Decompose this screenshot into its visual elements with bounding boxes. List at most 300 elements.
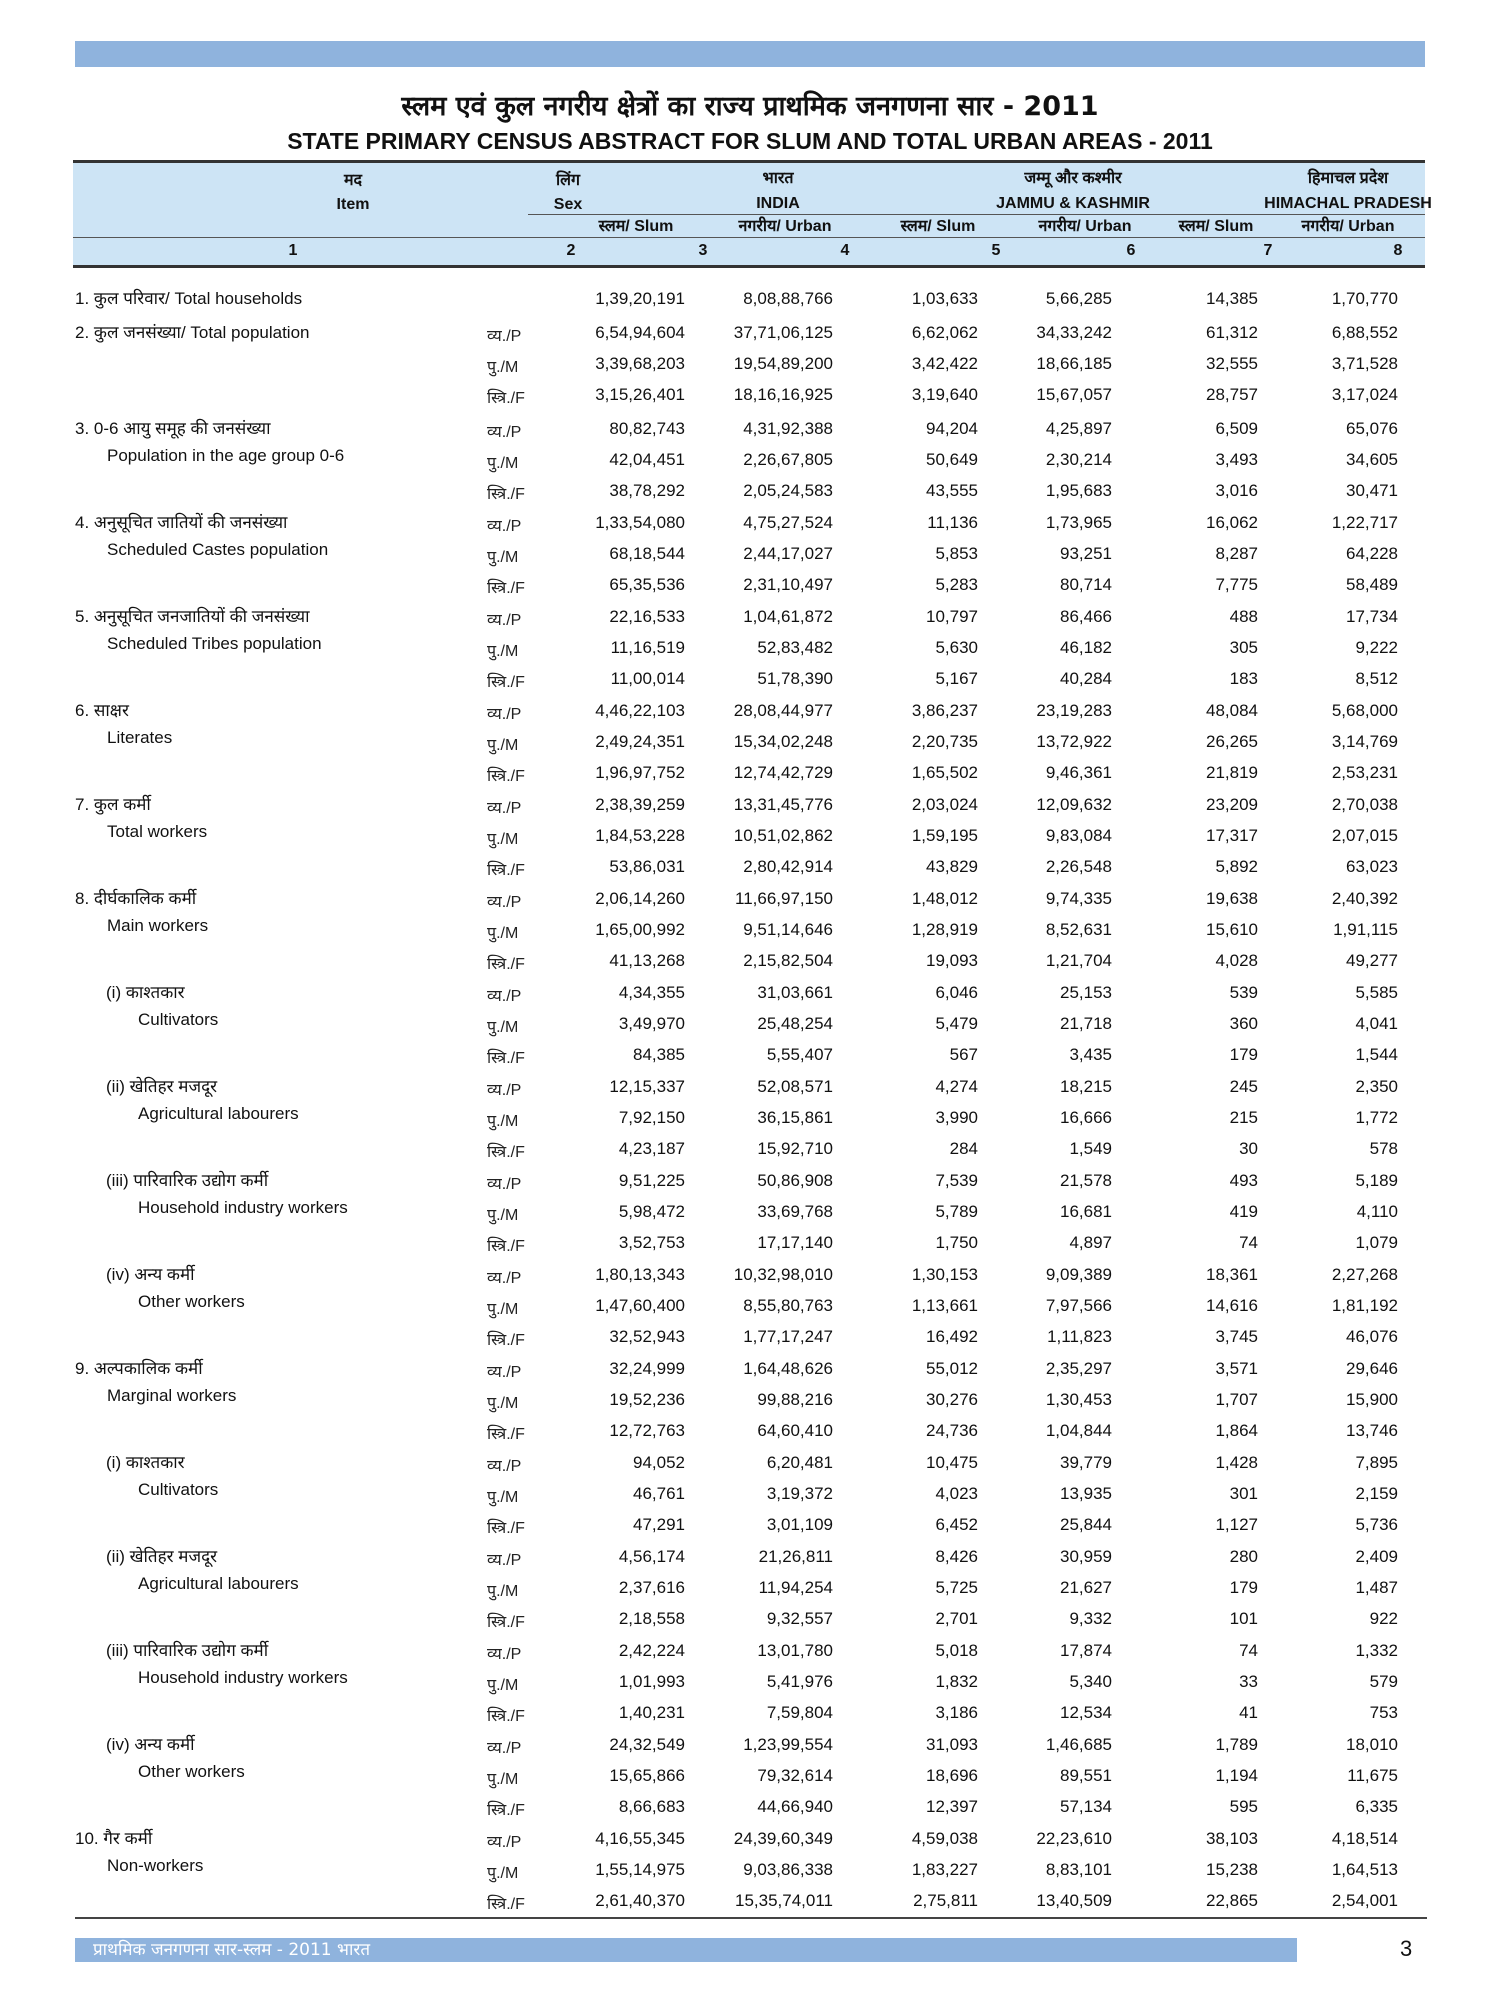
table-cell: 2,701	[935, 1609, 978, 1628]
sex-label: व्य./P	[487, 1176, 522, 1193]
table-cell: 24,39,60,349	[733, 1829, 833, 1848]
table-cell: 6,046	[935, 983, 978, 1002]
col-number-7: 7	[1263, 242, 1273, 259]
table-cell: 567	[949, 1045, 978, 1064]
table-cell: 15,35,74,011	[735, 1891, 833, 1910]
sex-label: स्त्रि./F	[487, 1520, 525, 1537]
sex-label: पु./M	[487, 1771, 519, 1788]
table-cell: 34,33,242	[1036, 323, 1112, 342]
sex-label: व्य./P	[487, 988, 522, 1005]
table-cell: 4,25,897	[1045, 419, 1112, 438]
table-cell: 24,32,549	[609, 1735, 685, 1754]
table-cell: 8,08,88,766	[743, 289, 833, 308]
table-cell: 46,076	[1346, 1327, 1398, 1346]
table-cell: 2,15,82,504	[743, 951, 833, 970]
section-title-hindi: (iv) अन्य कर्मी	[106, 1265, 195, 1284]
table-cell: 5,018	[935, 1641, 978, 1660]
table-cell: 53,86,031	[609, 857, 685, 876]
table-cell: 11,00,014	[610, 669, 685, 688]
table-cell: 579	[1369, 1672, 1398, 1691]
table-cell: 1,40,231	[618, 1703, 685, 1722]
table-cell: 1,48,012	[911, 889, 978, 908]
table-cell: 2,61,40,370	[595, 1891, 685, 1910]
table-cell: 1,03,633	[911, 289, 978, 308]
table-cell: 4,18,514	[1331, 1829, 1398, 1848]
table-cell: 93,251	[1060, 544, 1112, 563]
sex-label: स्त्रि./F	[487, 1050, 525, 1067]
header-jk-hindi: जम्मू और कश्मीर	[1024, 170, 1122, 187]
sex-label: व्य./P	[487, 894, 522, 911]
table-cell: 595	[1229, 1797, 1258, 1816]
table-cell: 18,696	[926, 1766, 978, 1785]
table-cell: 46,182	[1060, 638, 1112, 657]
table-cell: 2,20,735	[911, 732, 978, 751]
table-cell: 37,71,06,125	[733, 323, 833, 342]
table-cell: 2,49,24,351	[595, 732, 685, 751]
table-cell: 3,19,640	[911, 385, 978, 404]
header-urban-india: नगरीय/ Urban	[738, 218, 832, 235]
table-cell: 55,012	[926, 1359, 978, 1378]
table-cell: 4,897	[1069, 1233, 1112, 1252]
table-cell: 5,66,285	[1045, 289, 1112, 308]
table-cell: 11,94,254	[758, 1578, 833, 1597]
table-cell: 42,04,451	[609, 450, 685, 469]
table-cell: 8,83,101	[1045, 1860, 1112, 1879]
table-cell: 1,55,14,975	[595, 1860, 685, 1879]
table-cell: 2,44,17,027	[743, 544, 833, 563]
table-cell: 5,892	[1215, 857, 1258, 876]
sex-label: व्य./P	[487, 706, 522, 723]
section-title-english: Scheduled Castes population	[107, 540, 329, 559]
table-cell: 1,33,54,080	[595, 513, 685, 532]
table-cell: 32,555	[1206, 354, 1258, 373]
table-cell: 9,222	[1355, 638, 1398, 657]
section-title-hindi: 7. कुल कर्मी	[75, 795, 151, 814]
table-cell: 9,09,389	[1045, 1265, 1112, 1284]
sex-label: पु./M	[487, 1489, 519, 1506]
section-title-english: Non-workers	[107, 1856, 204, 1875]
table-cell: 2,27,268	[1331, 1265, 1398, 1284]
sex-label: स्त्रि./F	[487, 768, 525, 785]
table-cell: 2,75,811	[913, 1891, 978, 1910]
table-cell: 14,385	[1206, 289, 1258, 308]
table-cell: 1,487	[1355, 1578, 1398, 1597]
table-cell: 3,49,970	[618, 1014, 685, 1033]
table-cell: 58,489	[1346, 575, 1398, 594]
table-cell: 1,22,717	[1331, 513, 1398, 532]
table-cell: 1,11,823	[1047, 1327, 1112, 1346]
table-cell: 4,31,92,388	[743, 419, 833, 438]
col-number-2: 2	[566, 242, 576, 259]
table-cell: 1,194	[1215, 1766, 1258, 1785]
table-cell: 41	[1239, 1703, 1258, 1722]
table-cell: 3,016	[1215, 481, 1258, 500]
sex-label: स्त्रि./F	[487, 674, 525, 691]
section-title-english: Marginal workers	[107, 1386, 237, 1405]
table-cell: 578	[1369, 1139, 1398, 1158]
table-cell: 4,56,174	[618, 1547, 685, 1566]
section-title-hindi: 9. अल्पकालिक कर्मी	[75, 1359, 203, 1378]
table-cell: 4,46,22,103	[595, 701, 685, 720]
table-cell: 10,475	[926, 1453, 978, 1472]
table-cell: 2,54,001	[1331, 1891, 1398, 1910]
col-number-6: 6	[1126, 242, 1136, 259]
table-cell: 11,16,519	[610, 638, 685, 657]
table-cell: 2,26,548	[1045, 857, 1112, 876]
table-cell: 30,276	[926, 1390, 978, 1409]
table-cell: 1,65,00,992	[595, 920, 685, 939]
table-cell: 61,312	[1206, 323, 1258, 342]
table-cell: 4,023	[935, 1484, 978, 1503]
table-cell: 6,452	[935, 1515, 978, 1534]
table-cell: 14,616	[1206, 1296, 1258, 1315]
col-number-8: 8	[1393, 242, 1403, 259]
table-cell: 5,725	[935, 1578, 978, 1597]
sex-label: स्त्रि./F	[487, 956, 525, 973]
table-cell: 1,83,227	[911, 1860, 978, 1879]
table-cell: 1,864	[1215, 1421, 1258, 1440]
table-cell: 284	[949, 1139, 978, 1158]
sex-label: स्त्रि./F	[487, 1708, 525, 1725]
table-cell: 179	[1229, 1578, 1258, 1597]
table-cell: 32,24,999	[609, 1359, 685, 1378]
section-title-english: Other workers	[138, 1292, 245, 1311]
sex-label: व्य./P	[487, 1834, 522, 1851]
table-cell: 1,04,844	[1045, 1421, 1112, 1440]
table-cell: 65,35,536	[609, 575, 685, 594]
table-cell: 74	[1239, 1233, 1258, 1252]
table-cell: 12,534	[1060, 1703, 1112, 1722]
table-cell: 11,66,97,150	[735, 889, 833, 908]
table-cell: 1,91,115	[1333, 920, 1398, 939]
sex-label: स्त्रि./F	[487, 390, 525, 407]
header-sex-english: Sex	[553, 196, 583, 213]
section-title-hindi: 3. 0-6 आयु समूह की जनसंख्या	[75, 419, 271, 438]
table-cell: 5,630	[935, 638, 978, 657]
table-cell: 8,66,683	[618, 1797, 685, 1816]
table-cell: 5,189	[1355, 1171, 1398, 1190]
table-cell: 2,350	[1355, 1077, 1398, 1096]
table-cell: 38,103	[1206, 1829, 1258, 1848]
sex-label: पु./M	[487, 831, 519, 848]
section-title-english: Literates	[107, 728, 173, 747]
table-cell: 9,83,084	[1045, 826, 1112, 845]
table-cell: 89,551	[1060, 1766, 1112, 1785]
table-cell: 16,492	[926, 1327, 978, 1346]
table-cell: 17,317	[1206, 826, 1258, 845]
table-cell: 80,714	[1060, 575, 1112, 594]
table-cell: 2,31,10,497	[743, 575, 833, 594]
table-cell: 1,77,17,247	[743, 1327, 833, 1346]
sex-label: व्य./P	[487, 1646, 522, 1663]
table-cell: 13,31,45,776	[733, 795, 833, 814]
table-cell: 1,772	[1355, 1108, 1398, 1127]
table-cell: 1,707	[1215, 1390, 1258, 1409]
table-cell: 43,829	[926, 857, 978, 876]
table-cell: 4,59,038	[911, 1829, 978, 1848]
table-cell: 2,53,231	[1331, 763, 1398, 782]
table-cell: 48,084	[1206, 701, 1258, 720]
table-cell: 34,605	[1346, 450, 1398, 469]
table-cell: 1,59,195	[911, 826, 978, 845]
table-cell: 5,585	[1355, 983, 1398, 1002]
section-title-hindi: (iii) पारिवारिक उद्योग कर्मी	[106, 1641, 269, 1660]
header-slum-jk: स्लम/ Slum	[900, 218, 976, 235]
bottom-rule	[75, 1917, 1427, 1919]
sex-label: व्य./P	[487, 1740, 522, 1757]
table-cell: 2,06,14,260	[595, 889, 685, 908]
table-cell: 4,16,55,345	[595, 1829, 685, 1848]
table-cell: 2,26,67,805	[743, 450, 833, 469]
table-cell: 21,819	[1206, 763, 1258, 782]
table-cell: 3,19,372	[766, 1484, 833, 1503]
table-cell: 4,75,27,524	[743, 513, 833, 532]
sex-label: पु./M	[487, 1207, 519, 1224]
table-cell: 5,479	[935, 1014, 978, 1033]
section-title-english: Other workers	[138, 1762, 245, 1781]
table-cell: 1,84,53,228	[595, 826, 685, 845]
table-cell: 4,110	[1356, 1202, 1398, 1221]
table-cell: 2,38,39,259	[595, 795, 685, 814]
section-title-english: Population in the age group 0-6	[107, 446, 345, 465]
sex-label: पु./M	[487, 1301, 519, 1318]
table-cell: 19,54,89,200	[733, 354, 833, 373]
section-title-english: Household industry workers	[138, 1668, 348, 1687]
table-cell: 12,74,42,729	[733, 763, 833, 782]
table-cell: 18,66,185	[1036, 354, 1112, 373]
section-title-hindi: 8. दीर्घकालिक कर्मी	[75, 889, 197, 908]
table-cell: 15,610	[1206, 920, 1258, 939]
table-cell: 1,13,661	[911, 1296, 978, 1315]
table-cell: 52,08,571	[757, 1077, 833, 1096]
table-cell: 47,291	[633, 1515, 685, 1534]
table-cell: 1,23,99,554	[743, 1735, 833, 1754]
section-title-hindi: (iv) अन्य कर्मी	[106, 1735, 195, 1754]
table-cell: 1,544	[1355, 1045, 1398, 1064]
table-cell: 1,47,60,400	[595, 1296, 685, 1315]
table-cell: 30	[1239, 1139, 1258, 1158]
table-cell: 40,284	[1060, 669, 1112, 688]
table-cell: 280	[1229, 1547, 1258, 1566]
sex-label: स्त्रि./F	[487, 1614, 525, 1631]
sex-label: स्त्रि./F	[487, 1332, 525, 1349]
table-cell: 99,88,216	[757, 1390, 833, 1409]
table-cell: 1,80,13,343	[595, 1265, 685, 1284]
table-cell: 41,13,268	[609, 951, 685, 970]
table-cell: 2,05,24,583	[743, 481, 833, 500]
table-cell: 2,03,024	[911, 795, 978, 814]
header-jk-english: JAMMU & KASHMIR	[996, 195, 1150, 212]
table-cell: 7,775	[1215, 575, 1258, 594]
table-cell: 52,83,482	[757, 638, 833, 657]
table-cell: 15,65,866	[609, 1766, 685, 1785]
table-cell: 1,127	[1215, 1515, 1258, 1534]
table-cell: 13,72,922	[1036, 732, 1112, 751]
table-cell: 16,062	[1206, 513, 1258, 532]
table-cell: 1,04,61,872	[743, 607, 833, 626]
table-cell: 30,959	[1060, 1547, 1112, 1566]
table-cell: 493	[1229, 1171, 1258, 1190]
section-title-hindi: (i) काश्तकार	[106, 1453, 185, 1472]
table-cell: 488	[1229, 607, 1258, 626]
table-cell: 12,15,337	[609, 1077, 685, 1096]
header-hp-english: HIMACHAL PRADESH	[1264, 195, 1432, 212]
table-cell: 12,72,763	[609, 1421, 685, 1440]
table-cell: 3,15,26,401	[595, 385, 685, 404]
section-title-hindi: (ii) खेतिहर मजदूर	[106, 1547, 218, 1566]
table-cell: 179	[1229, 1045, 1258, 1064]
sex-label: स्त्रि./F	[487, 1144, 525, 1161]
table-cell: 2,70,038	[1331, 795, 1398, 814]
table-cell: 5,41,976	[766, 1672, 833, 1691]
table-cell: 50,86,908	[757, 1171, 833, 1190]
table-cell: 6,509	[1215, 419, 1258, 438]
table-cell: 183	[1229, 669, 1258, 688]
table-cell: 32,52,943	[609, 1327, 685, 1346]
table-cell: 4,274	[935, 1077, 978, 1096]
sex-label: स्त्रि./F	[487, 1802, 525, 1819]
table-cell: 11,136	[927, 513, 978, 532]
table-cell: 1,81,192	[1331, 1296, 1398, 1315]
table-cell: 1,70,770	[1331, 289, 1398, 308]
table-cell: 64,228	[1346, 544, 1398, 563]
table-cell: 30,471	[1346, 481, 1398, 500]
table-cell: 360	[1229, 1014, 1258, 1033]
table-cell: 22,16,533	[609, 607, 685, 626]
table-cell: 17,17,140	[757, 1233, 833, 1252]
table-cell: 64,60,410	[757, 1421, 833, 1440]
table-cell: 5,167	[935, 669, 978, 688]
table-cell: 8,52,631	[1045, 920, 1112, 939]
table-cell: 5,55,407	[766, 1045, 833, 1064]
sex-label: पु./M	[487, 737, 519, 754]
sex-label: व्य./P	[487, 800, 522, 817]
sex-label: व्य./P	[487, 1270, 522, 1287]
table-cell: 245	[1229, 1077, 1258, 1096]
table-cell: 753	[1369, 1703, 1398, 1722]
table-cell: 9,74,335	[1045, 889, 1112, 908]
table-cell: 5,853	[935, 544, 978, 563]
table-cell: 1,21,704	[1045, 951, 1112, 970]
table-cell: 1,95,683	[1045, 481, 1112, 500]
table-cell: 1,30,453	[1045, 1390, 1112, 1409]
section-title-hindi: (iii) पारिवारिक उद्योग कर्मी	[106, 1171, 269, 1190]
table-cell: 1,789	[1215, 1735, 1258, 1754]
section-title-english: Main workers	[107, 916, 209, 935]
sex-label: पु./M	[487, 1677, 519, 1694]
table-cell: 2,42,224	[618, 1641, 685, 1660]
table-cell: 7,539	[935, 1171, 978, 1190]
col-number-3: 3	[698, 242, 708, 259]
section-title-english: Household industry workers	[138, 1198, 348, 1217]
table-cell: 1,73,965	[1045, 513, 1112, 532]
section-title-hindi: 4. अनुसूचित जातियों की जनसंख्या	[75, 513, 288, 532]
table-cell: 13,01,780	[757, 1641, 833, 1660]
table-cell: 4,028	[1215, 951, 1258, 970]
table-cell: 18,16,16,925	[733, 385, 833, 404]
table-cell: 21,26,811	[758, 1547, 833, 1566]
table-cell: 3,186	[935, 1703, 978, 1722]
table-cell: 2,409	[1355, 1547, 1398, 1566]
table-cell: 2,80,42,914	[743, 857, 833, 876]
table-cell: 12,397	[926, 1797, 978, 1816]
table-cell: 1,332	[1355, 1641, 1398, 1660]
section-title-hindi: (i) काश्तकार	[106, 983, 185, 1002]
table-cell: 3,71,528	[1331, 354, 1398, 373]
table-cell: 7,59,804	[766, 1703, 833, 1722]
table-cell: 65,076	[1346, 419, 1398, 438]
table-cell: 3,01,109	[766, 1515, 833, 1534]
sex-label: व्य./P	[487, 424, 522, 441]
header-urban-jk: नगरीय/ Urban	[1038, 218, 1132, 235]
sex-label: पु./M	[487, 359, 519, 376]
table-cell: 6,62,062	[911, 323, 978, 342]
table-cell: 23,19,283	[1036, 701, 1112, 720]
table-cell: 36,15,861	[757, 1108, 833, 1127]
table-cell: 8,55,80,763	[743, 1296, 833, 1315]
sex-label: पु./M	[487, 1395, 519, 1412]
table-cell: 15,92,710	[757, 1139, 833, 1158]
header-urban-hp: नगरीय/ Urban	[1301, 218, 1395, 235]
table-cell: 2,159	[1355, 1484, 1398, 1503]
table-cell: 3,990	[935, 1108, 978, 1127]
col-number-4: 4	[840, 242, 850, 259]
table-cell: 39,779	[1060, 1453, 1112, 1472]
table-cell: 539	[1229, 983, 1258, 1002]
table-cell: 1,96,97,752	[595, 763, 685, 782]
table-cell: 16,666	[1060, 1108, 1112, 1127]
table-cell: 2,07,015	[1331, 826, 1398, 845]
sex-label: स्त्रि./F	[487, 486, 525, 503]
table-cell: 19,52,236	[609, 1390, 685, 1409]
table-cell: 29,646	[1346, 1359, 1398, 1378]
table-cell: 4,041	[1355, 1014, 1398, 1033]
table-cell: 17,734	[1346, 607, 1398, 626]
sex-label: पु./M	[487, 549, 519, 566]
page-number: 3	[1400, 1936, 1413, 1961]
footer-text: प्राथमिक जनगणना सार-स्लम - 2011 भारत	[93, 1940, 371, 1960]
table-cell: 9,03,86,338	[743, 1860, 833, 1879]
table-cell: 22,865	[1206, 1891, 1258, 1910]
section-title-hindi: (ii) खेतिहर मजदूर	[106, 1077, 218, 1096]
table-cell: 86,466	[1060, 607, 1112, 626]
table-cell: 18,361	[1206, 1265, 1258, 1284]
section-title-hindi: 5. अनुसूचित जनजातियों की जनसंख्या	[75, 607, 310, 626]
table-cell: 1,079	[1355, 1233, 1398, 1252]
table-cell: 80,82,743	[609, 419, 685, 438]
table-cell: 57,134	[1060, 1797, 1112, 1816]
section-title-hindi: 1. कुल परिवार/ Total households	[75, 289, 303, 308]
table-cell: 94,204	[926, 419, 978, 438]
sex-label: स्त्रि./F	[487, 580, 525, 597]
section-title-english: Cultivators	[138, 1010, 219, 1029]
table-cell: 19,638	[1206, 889, 1258, 908]
sex-label: पु./M	[487, 1113, 519, 1130]
table-cell: 6,88,552	[1331, 323, 1398, 342]
table-cell: 9,46,361	[1045, 763, 1112, 782]
table-cell: 9,332	[1069, 1609, 1112, 1628]
table-cell: 8,426	[935, 1547, 978, 1566]
table-cell: 9,51,14,646	[743, 920, 833, 939]
table-cell: 10,797	[926, 607, 978, 626]
table-cell: 1,832	[935, 1672, 978, 1691]
table-cell: 4,23,187	[618, 1139, 685, 1158]
table-cell: 16,681	[1060, 1202, 1112, 1221]
footer-band	[75, 1938, 1297, 1962]
table-cell: 3,17,024	[1331, 385, 1398, 404]
table-cell: 1,39,20,191	[595, 289, 685, 308]
table-cell: 2,18,558	[618, 1609, 685, 1628]
